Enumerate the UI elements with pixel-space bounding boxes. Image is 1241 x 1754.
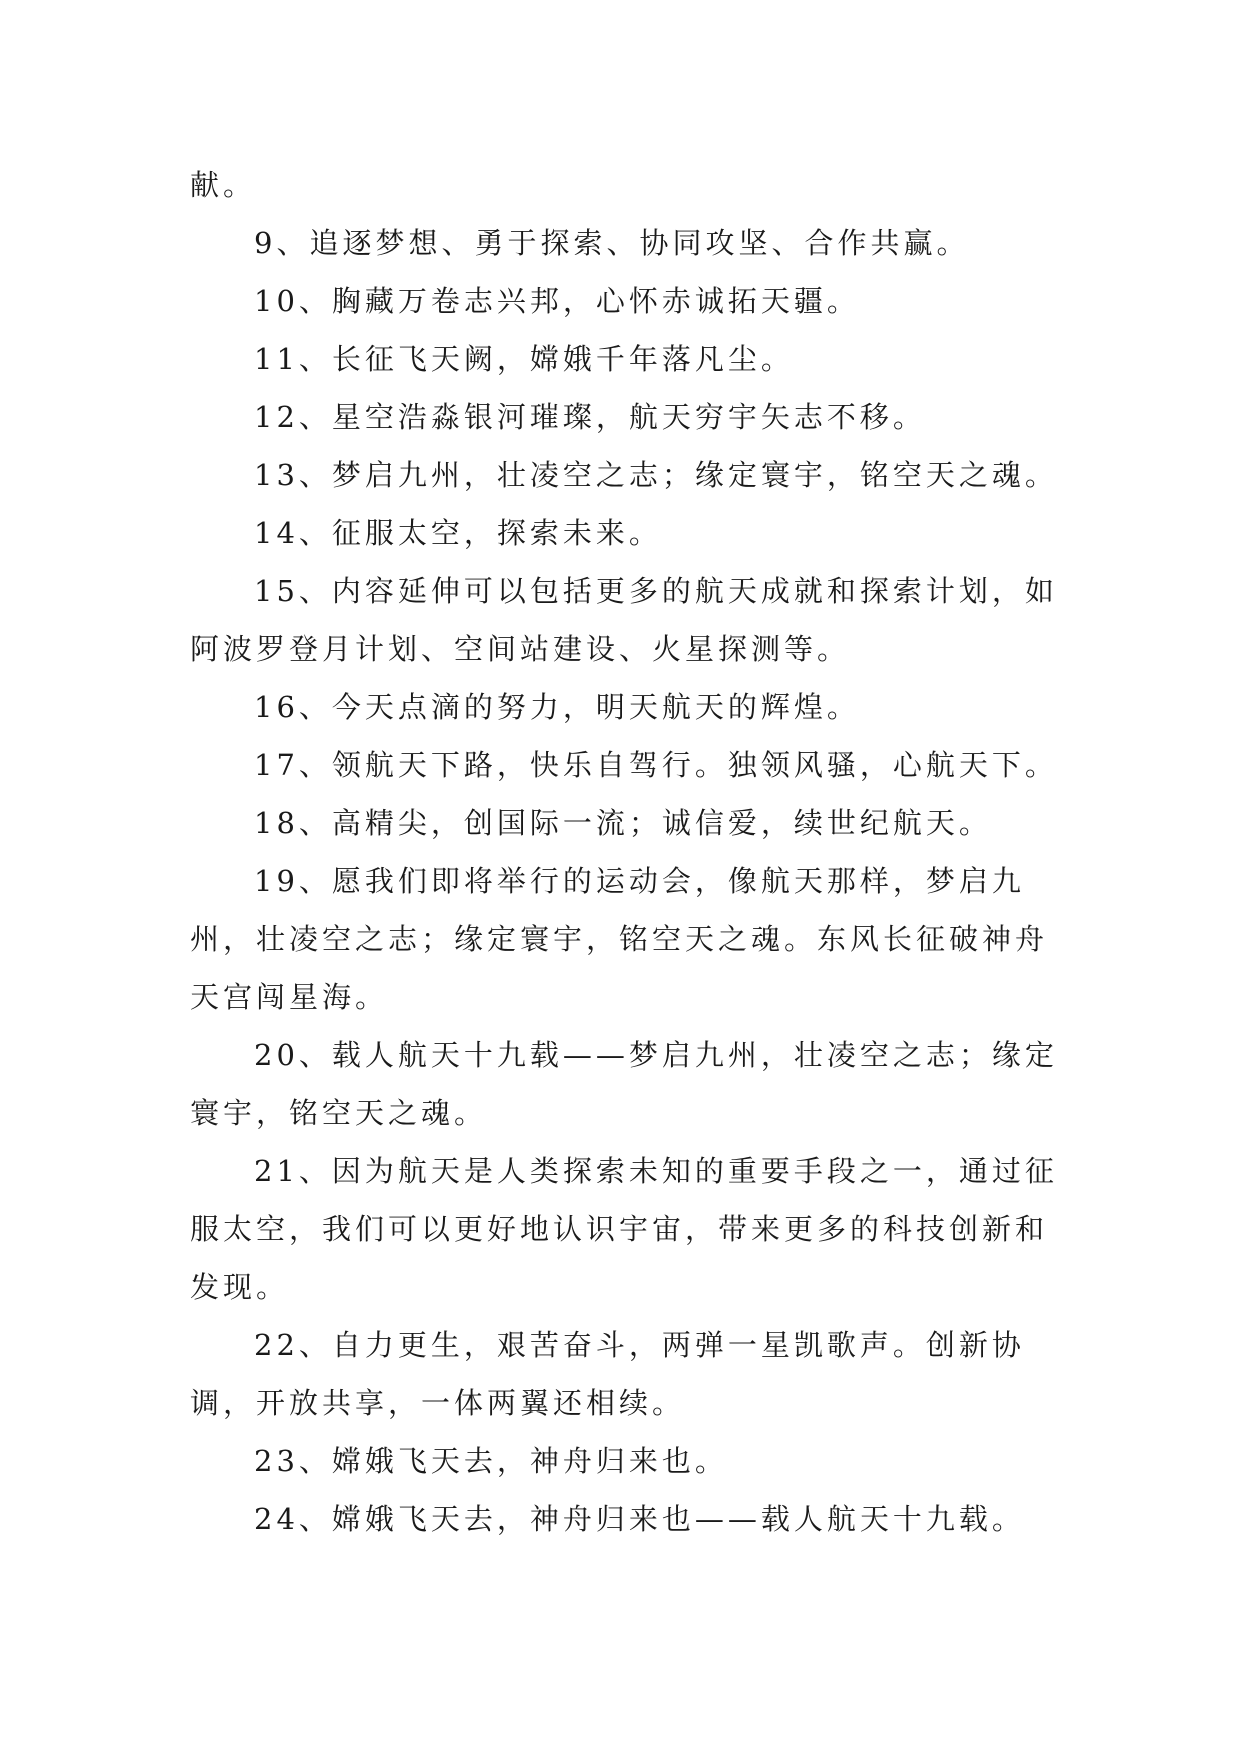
paragraph-item-12: 12、星空浩淼银河璀璨，航天穷宇矢志不移。 <box>254 400 926 434</box>
paragraph-item-13: 13、梦启九州，壮凌空之志；缘定寰宇，铭空天之魂。 <box>254 458 1058 492</box>
paragraph-item-20: 20、载人航天十九载——梦启九州，壮凌空之志；缘定寰宇，铭空天之魂。 <box>190 1038 1058 1130</box>
paragraph-item-9: 9、追逐梦想、勇于探索、协同攻坚、合作共赢。 <box>254 226 970 260</box>
paragraph-item-11: 11、长征飞天阙，嫦娥千年落凡尘。 <box>254 342 794 376</box>
paragraph-item-14: 14、征服太空，探索未来。 <box>254 516 662 550</box>
paragraph-item-21: 21、因为航天是人类探索未知的重要手段之一，通过征服太空，我们可以更好地认识宇宙，带来更多的科技创新和发现。 <box>190 1154 1058 1304</box>
paragraph-item-22: 22、自力更生，艰苦奋斗，两弹一星凯歌声。创新协调，开放共享，一体两翼还相续。 <box>190 1328 1025 1420</box>
paragraph-item-16: 16、今天点滴的努力，明天航天的辉煌。 <box>254 690 860 724</box>
paragraph-item-17: 17、领航天下路，快乐自驾行。独领风骚，心航天下。 <box>254 748 1058 782</box>
paragraph-item-23: 23、嫦娥飞天去，神舟归来也。 <box>254 1444 728 1478</box>
paragraph-item-24: 24、嫦娥飞天去，神舟归来也——载人航天十九载。 <box>254 1502 1025 1536</box>
paragraph-item-18: 18、高精尖，创国际一流；诚信爱，续世纪航天。 <box>254 806 992 840</box>
document-body <box>190 156 1060 1548</box>
paragraph-item-10: 10、胸藏万卷志兴邦，心怀赤诚拓天疆。 <box>254 284 860 318</box>
paragraph-continuation: 献。 <box>190 168 257 202</box>
paragraph-item-19: 19、愿我们即将举行的运动会，像航天那样，梦启九州，壮凌空之志；缘定寰宇，铭空天之魂。东风长征破神舟天宫闯星海。 <box>190 864 1049 1014</box>
paragraph-item-15: 15、内容延伸可以包括更多的航天成就和探索计划，如阿波罗登月计划、空间站建设、火星探测等。 <box>190 574 1058 666</box>
